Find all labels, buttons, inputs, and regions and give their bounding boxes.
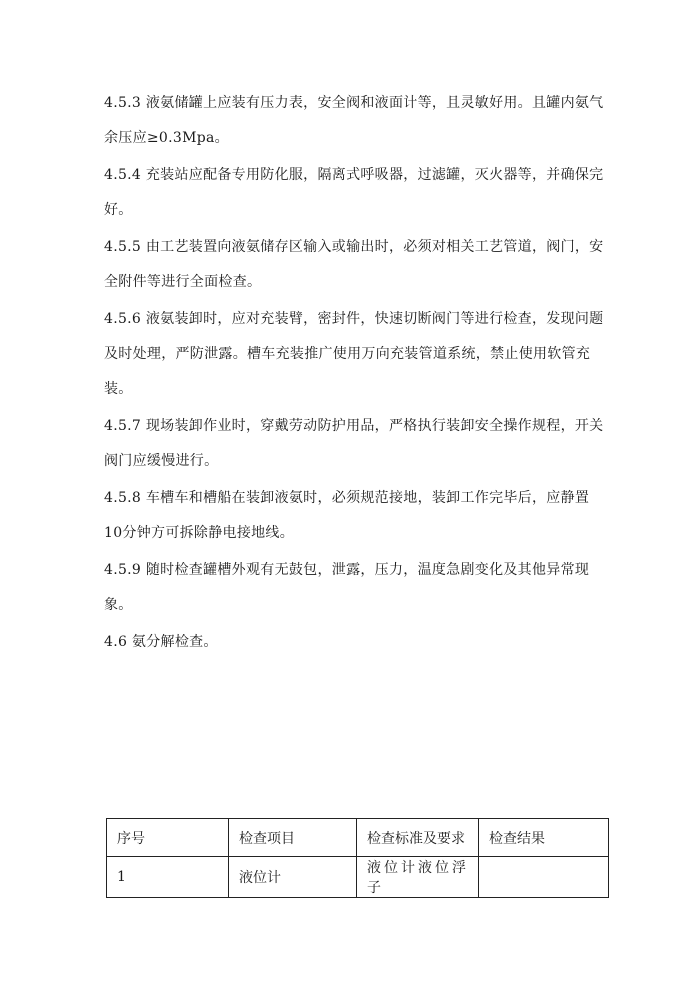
cell-check-item: 液位计 xyxy=(229,857,357,898)
paragraph-4-5-4: 4.5.4 充装站应配备专用防化服，隔离式呼吸器，过滤罐，灭火器等，并确保完好。 xyxy=(104,167,604,218)
table-header-row xyxy=(107,819,609,857)
cell-check-result xyxy=(479,857,609,898)
inspection-table xyxy=(106,818,609,898)
paragraph-4-5-8: 4.5.8 车槽车和槽船在装卸液氨时，必须规范接地，装卸工作完毕后，应静置10分钟方可拆除静电接地线。 xyxy=(104,490,590,541)
header-check-standard: 检查标准及要求 xyxy=(357,819,479,857)
table-row xyxy=(107,857,609,898)
header-check-item: 检查项目 xyxy=(229,819,357,857)
cell-check-standard: 液位计液位浮子 xyxy=(357,857,479,898)
paragraph-4-5-6: 4.5.6 液氨装卸时，应对充装臂，密封件，快速切断阀门等进行检查，发现问题及时处理，严防泄露。槽车充装推广使用万向充装管道系统，禁止使用软管充装。 xyxy=(104,311,604,397)
header-serial-number: 序号 xyxy=(107,819,229,857)
header-check-result: 检查结果 xyxy=(479,819,609,857)
cell-serial-number: 1 xyxy=(107,857,229,898)
paragraph-4-5-9: 4.5.9 随时检查罐槽外观有无鼓包，泄露，压力，温度急剧变化及其他异常现象。 xyxy=(104,562,590,613)
paragraph-4-5-7: 4.5.7 现场装卸作业时，穿戴劳动防护用品，严格执行装卸安全操作规程，开关阀门应缓慢进行。 xyxy=(104,418,604,469)
paragraph-4-5-5: 4.5.5 由工艺装置向液氨储存区输入或输出时，必须对相关工艺管道，阀门，安全附件等进行全面检查。 xyxy=(104,239,604,290)
paragraph-4-5-3: 4.5.3 液氨储罐上应装有压力表，安全阀和液面计等，且灵敏好用。且罐内氨气余压应≥0.3Mpa。 xyxy=(104,95,604,146)
document-body xyxy=(104,86,604,662)
section-heading-4-6: 4.6 氨分解检查。 xyxy=(104,634,218,650)
